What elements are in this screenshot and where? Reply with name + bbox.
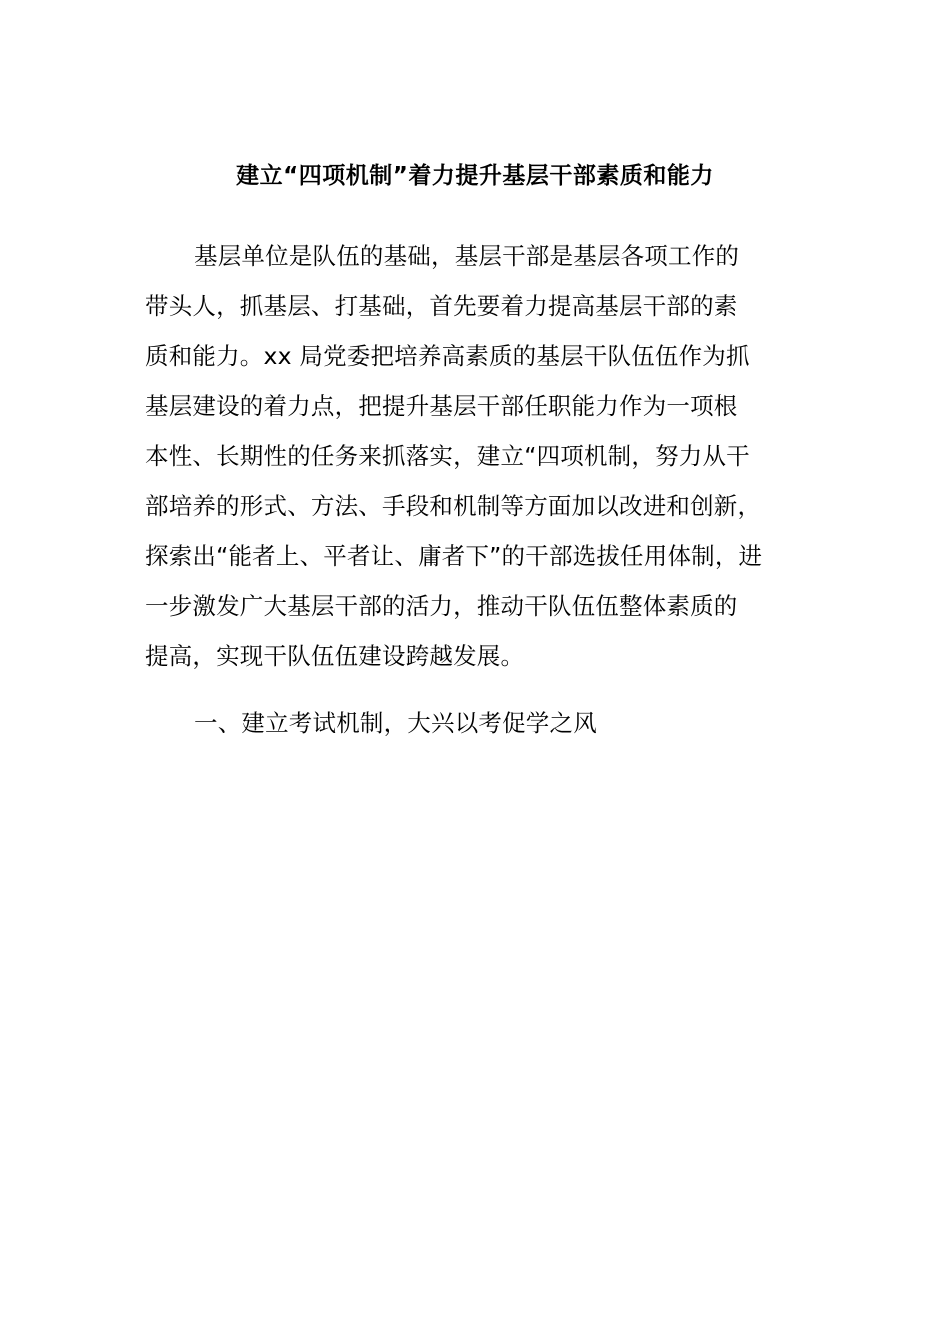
paragraph-line: 质和能力。xx 局党委把培养高素质的基层干队伍伍作为抓 <box>145 342 750 370</box>
paragraph-line: 提高，实现干队伍伍建设跨越发展。 <box>145 642 525 670</box>
section-heading: 一、建立考试机制，大兴以考促学之风 <box>194 709 597 737</box>
document-title: 建立“四项机制”着力提升基层干部素质和能力 <box>236 163 714 189</box>
paragraph-line: 一步激发广大基层干部的活力，推动干队伍伍整体素质的 <box>145 592 738 620</box>
paragraph-line: 探索出“能者上、平者让、庸者下”的干部选拔任用体制，进 <box>145 542 763 570</box>
paragraph-line: 基层建设的着力点，把提升基层干部任职能力作为一项根 <box>145 392 738 420</box>
intro-paragraph <box>145 231 815 681</box>
paragraph-line: 基层单位是队伍的基础，基层干部是基层各项工作的 <box>194 242 740 270</box>
paragraph-line: 带头人，抓基层、打基础，首先要着力提高基层干部的素 <box>145 292 738 320</box>
paragraph-line: 部培养的形式、方法、手段和机制等方面加以改进和创新， <box>145 492 762 520</box>
paragraph-line: 本性、长期性的任务来抓落实，建立“四项机制，努力从干 <box>145 442 750 470</box>
